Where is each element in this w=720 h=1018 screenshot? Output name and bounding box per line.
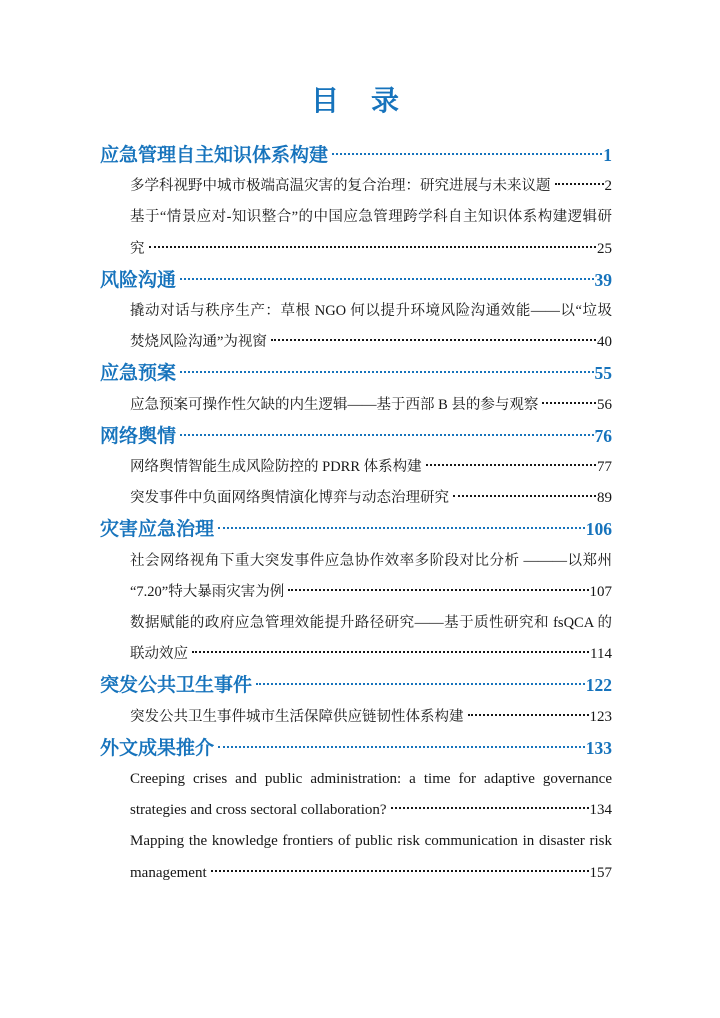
page-number: 2 (604, 178, 612, 195)
toc-entry-wrapped-line: 数据赋能的政府应急管理效能提升路径研究——基于质性研究和 fsQCA 的 (130, 615, 612, 632)
toc-entry-title-text: 联动效应 (130, 646, 188, 663)
toc-section-heading[interactable] (100, 358, 612, 389)
toc-entry-last-line (100, 514, 612, 545)
page-number: 77 (597, 459, 612, 476)
toc-section-heading[interactable] (100, 140, 612, 171)
toc-entry-title-text: “7.20”特大暴雨灾害为例 (130, 583, 285, 600)
toc-entry-last-line (100, 140, 612, 171)
toc-entry-wrapped-line: Creeping crises and public administration: a time for adaptive governance (130, 771, 612, 788)
toc-section-heading[interactable] (100, 265, 612, 296)
toc-entry-last-line (130, 452, 612, 483)
toc-entry-last-line (100, 670, 612, 701)
toc-article-entry[interactable] (100, 202, 612, 264)
toc-entry-last-line (130, 171, 612, 202)
toc-section-heading[interactable] (100, 670, 612, 701)
toc-section-heading[interactable] (100, 421, 612, 452)
toc-entry-title-text: strategies and cross sectoral collaboration? (130, 802, 387, 819)
page-number: 122 (585, 675, 612, 696)
toc-article-entry[interactable] (100, 702, 612, 733)
toc-entry-title-text: 风险沟通 (100, 269, 177, 291)
toc-entry-title-text: 外文成果推介 (100, 737, 215, 759)
toc-section-heading[interactable] (100, 514, 612, 545)
page-number: 1 (603, 145, 612, 165)
page-number: 133 (585, 737, 612, 758)
toc-entry-title-text: 网络舆情智能生成风险防控的 PDRR 体系构建 (130, 459, 422, 476)
toc-entry-title-text: 应急预案 (100, 363, 177, 385)
toc-article-entry[interactable] (100, 764, 612, 826)
toc-entry-last-line (130, 702, 612, 733)
toc-article-entry[interactable] (100, 483, 612, 514)
toc-article-entry[interactable] (100, 546, 612, 608)
toc-entry-title-text: 突发公共卫生事件城市生活保障供应链韧性体系构建 (130, 708, 464, 725)
toc-entry-title-text: 究 (130, 240, 145, 257)
toc-entry-last-line (130, 639, 612, 670)
toc-entry-title-text: 突发公共卫生事件 (100, 675, 253, 697)
toc-entry-wrapped-line: Mapping the knowledge frontiers of public risk communication in disaster risk (130, 833, 612, 850)
toc-article-entry[interactable] (100, 296, 612, 358)
page-number: 55 (594, 363, 612, 384)
toc-list (100, 140, 612, 889)
toc-entry-last-line (130, 858, 612, 889)
toc-entry-title-text: management (130, 864, 207, 881)
toc-entry-last-line (130, 795, 612, 826)
toc-entry-last-line (100, 421, 612, 452)
toc-entry-title-text: 突发事件中负面网络舆情演化博弈与动态治理研究 (130, 490, 449, 507)
page-number: 25 (597, 240, 612, 257)
toc-entry-last-line (100, 733, 612, 764)
toc-entry-title-text: 多学科视野中城市极端高温灾害的复合治理：研究进展与未来议题 (130, 178, 551, 195)
toc-entry-title-text: 应急预案可操作性欠缺的内生逻辑——基于西部 B 县的参与观察 (130, 396, 539, 413)
toc-entry-wrapped-line: 撬动对话与秩序生产：草根 NGO 何以提升环境风险沟通效能——以“垃圾 (130, 303, 612, 320)
page-number: 76 (594, 425, 612, 446)
toc-entry-title-text: 网络舆情 (100, 425, 177, 447)
toc-entry-wrapped-line: 基于“情景应对-知识整合”的中国应急管理跨学科自主知识体系构建逻辑研 (130, 209, 612, 226)
toc-article-entry[interactable] (100, 826, 612, 888)
toc-entry-last-line (130, 483, 612, 514)
page-number: 114 (590, 646, 612, 663)
page-number: 123 (589, 708, 612, 725)
toc-entry-title-text: 应急管理自主知识体系构建 (100, 145, 329, 166)
page-number: 134 (589, 802, 612, 819)
toc-article-entry[interactable] (100, 608, 612, 670)
page-number: 157 (589, 864, 612, 881)
page-number: 106 (585, 519, 612, 540)
page-number: 89 (597, 490, 612, 507)
toc-entry-last-line (130, 234, 612, 265)
toc-entry-title-text: 焚烧风险沟通”为视窗 (130, 334, 267, 351)
page-number: 107 (589, 583, 612, 600)
toc-entry-last-line (130, 327, 612, 358)
toc-entry-last-line (100, 265, 612, 296)
toc-article-entry[interactable] (100, 452, 612, 483)
toc-section-heading[interactable] (100, 733, 612, 764)
toc-entry-wrapped-line: 社会网络视角下重大突发事件应急协作效率多阶段对比分析 ———以郑州 (130, 552, 612, 569)
toc-entry-last-line (130, 577, 612, 608)
toc-entry-last-line (130, 390, 612, 421)
page-number: 39 (594, 269, 612, 290)
page-number: 56 (597, 396, 612, 413)
toc-entry-title-text: 灾害应急治理 (100, 519, 215, 541)
toc-article-entry[interactable] (100, 390, 612, 421)
page-title: 目 录 (310, 85, 401, 116)
toc-entry-last-line (100, 358, 612, 389)
toc-article-entry[interactable] (100, 171, 612, 202)
page-number: 40 (597, 334, 612, 351)
